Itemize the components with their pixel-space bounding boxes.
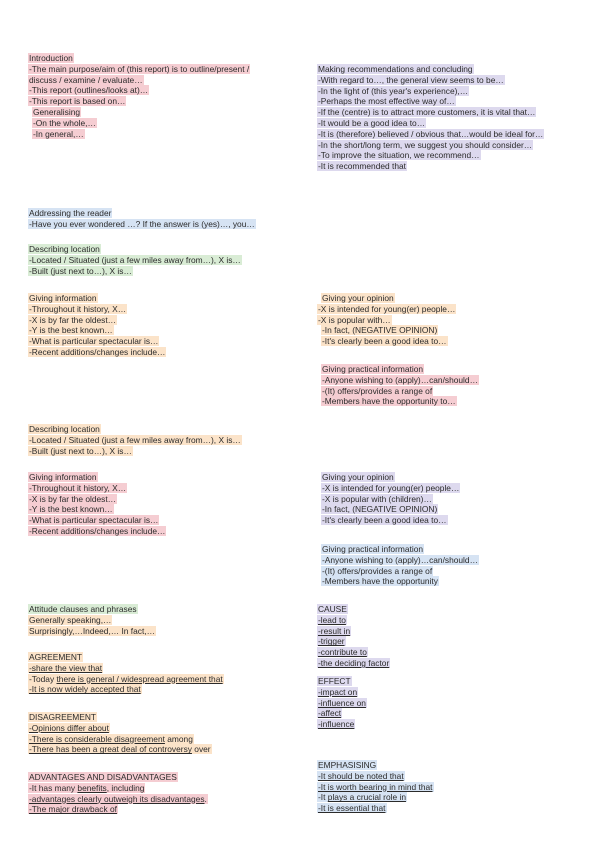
phrase: -It is essential that — [318, 803, 386, 814]
phrase: -Recent additions/changes include… — [29, 346, 166, 357]
phrase: -On the whole,… — [33, 117, 96, 128]
phrase: -Opinions differ about — [29, 722, 109, 733]
phrase: -It is (therefore) believed / obvious that…would be ideal for… — [318, 128, 544, 139]
agreement-heading: AGREEMENT — [29, 652, 83, 662]
phrase: -In general,… — [33, 128, 84, 139]
recommendations-heading: Making recommendations and concluding — [318, 64, 473, 74]
phrase-suffix: , including — [106, 782, 145, 793]
emphasising-section — [317, 760, 434, 814]
phrase: -In the light of (this year's experience),… — [318, 85, 469, 96]
phrase: -Have you ever wondered …? If the answer is (yes)…, you… — [29, 218, 255, 229]
phrase: -There has been a great deal of controversy — [29, 744, 192, 755]
phrase: -X is intended for young(er) people… — [318, 303, 456, 314]
disagreement-heading: DISAGREEMENT — [29, 712, 97, 722]
phrase: -impact on — [318, 686, 358, 697]
phrase: -What is particular spectacular is… — [29, 336, 159, 347]
phrase: -lead to — [318, 614, 346, 625]
phrase: Generally speaking,… — [29, 614, 112, 625]
advantages-section — [28, 772, 208, 815]
phrase: there is general / widespread agreement that — [56, 673, 223, 684]
phrase: -If the (centre) is to attract more customers, it is vital that… — [318, 107, 536, 118]
phrase: -affect — [318, 708, 342, 719]
information-heading: Giving information — [29, 293, 97, 303]
phrase: -Located / Situated (just a few miles away from…), X is… — [29, 254, 241, 265]
phrase-suffix: among — [164, 733, 193, 744]
attitude-section — [28, 604, 156, 636]
phrase-suffix: . — [204, 793, 207, 804]
phrase: -Throughout it history, X… — [29, 303, 127, 314]
practical-section-2 — [317, 544, 479, 587]
phrase: -Recent additions/changes include… — [29, 525, 166, 536]
phrase: -Built (just next to…), X is… — [29, 265, 132, 276]
emphasising-heading: EMPHASISING — [318, 760, 377, 770]
phrase: -Members have the opportunity to… — [322, 396, 456, 407]
opinion-section-1 — [317, 293, 456, 347]
addressing-section — [28, 208, 256, 230]
phrase: -X is by far the oldest… — [29, 314, 117, 325]
phrase: discuss / examine / evaluate… — [29, 74, 143, 85]
effect-heading: EFFECT — [318, 676, 351, 686]
phrase: -(It) offers/provides a range of — [322, 385, 433, 396]
practical-section-1 — [317, 364, 479, 407]
phrase: -X is popular with (children)… — [322, 493, 432, 504]
phrase: -contribute to — [318, 647, 367, 658]
phrase: -In fact, (NEGATIVE OPINION) — [322, 504, 438, 515]
location-section-1 — [28, 244, 242, 276]
phrase: -Anyone wishing to (apply)…can/should… — [322, 554, 478, 565]
phrase: -Located / Situated (just a few miles away from…), X is… — [29, 434, 241, 445]
phrase: -the deciding factor — [318, 657, 390, 668]
phrase: -This report is based on… — [29, 96, 126, 107]
phrase: -Members have the opportunity — [322, 576, 438, 587]
phrase: -result in — [318, 625, 351, 636]
phrase: -share the view that — [29, 662, 103, 673]
phrase: benefits — [77, 782, 107, 793]
introduction-section — [28, 53, 250, 139]
phrase: -Y is the best known… — [29, 325, 113, 336]
disagreement-section — [28, 712, 212, 755]
phrase: -It's clearly been a good idea to… — [322, 336, 447, 347]
phrase: -X is by far the oldest… — [29, 493, 117, 504]
phrase: -In fact, (NEGATIVE OPINION) — [322, 325, 438, 336]
introduction-heading: Introduction — [29, 53, 73, 63]
phrase-prefix: -It has many — [29, 782, 78, 793]
location-section-2 — [28, 424, 242, 456]
phrase: -This report (outlines/looks at)… — [29, 85, 149, 96]
phrase: -(It) offers/provides a range of — [322, 565, 433, 576]
attitude-heading: Attitude clauses and phrases — [29, 604, 137, 614]
phrase: -It's clearly been a good idea to… — [322, 515, 447, 526]
phrase-prefix: -Today — [29, 673, 57, 684]
phrase: -What is particular spectacular is… — [29, 515, 159, 526]
recommendations-section — [317, 64, 544, 172]
information-section-2 — [28, 472, 166, 537]
addressing-heading: Addressing the reader — [29, 208, 112, 218]
phrase: -The main purpose/aim of (this report) is to outline/present / — [29, 63, 250, 74]
information-section-1 — [28, 293, 166, 358]
phrase: -It is recommended that — [318, 161, 406, 172]
phrase: -X is intended for young(er) people… — [322, 482, 460, 493]
generalising-heading: Generalising — [33, 106, 81, 117]
phrase: -Perhaps the most effective way of… — [318, 96, 455, 107]
opinion-heading: Giving your opinion — [322, 293, 394, 303]
location-heading: Describing location — [29, 244, 100, 254]
phrase: -It would be a good idea to… — [318, 117, 426, 128]
phrase-suffix: over — [191, 744, 211, 755]
phrase: -X is popular with… — [318, 314, 391, 325]
location-heading: Describing location — [29, 424, 100, 434]
phrase: -Anyone wishing to (apply)…can/should… — [322, 374, 478, 385]
phrase: -It is now widely accepted that — [29, 684, 141, 695]
phrase: -advantages clearly outweigh its disadvantages — [29, 793, 205, 804]
phrase: -Built (just next to…), X is… — [29, 445, 132, 456]
phrase: -In the short/long term, we suggest you should consider… — [318, 139, 533, 150]
agreement-section — [28, 652, 224, 695]
phrase: -trigger — [318, 636, 345, 647]
phrase: -To improve the situation, we recommend… — [318, 150, 480, 161]
phrase: plays a crucial role in — [327, 792, 406, 803]
phrase-prefix: -It — [318, 792, 328, 803]
opinion-section-2 — [317, 472, 460, 526]
phrase: -The major drawback of — [29, 804, 117, 815]
opinion-heading: Giving your opinion — [322, 472, 394, 482]
practical-heading: Giving practical information — [322, 364, 424, 374]
cause-section — [317, 604, 390, 669]
phrase: -It is worth bearing in mind that — [318, 781, 433, 792]
advantages-heading: ADVANTAGES AND DISADVANTAGES — [29, 772, 177, 782]
cause-heading: CAUSE — [318, 604, 347, 614]
phrase: -There is considerable disagreement — [29, 733, 165, 744]
practical-heading: Giving practical information — [322, 544, 424, 554]
phrase: -influence — [318, 719, 355, 730]
phrase: -Throughout it history, X… — [29, 482, 127, 493]
phrase: -Y is the best known… — [29, 504, 113, 515]
phrase: -With regard to…, the general view seems to be… — [318, 74, 504, 85]
phrase: -It should be noted that — [318, 770, 404, 781]
phrase: Surprisingly,…Indeed,… In fact,… — [29, 625, 155, 636]
information-heading: Giving information — [29, 472, 97, 482]
effect-section — [317, 676, 367, 730]
phrase: -influence on — [318, 697, 366, 708]
